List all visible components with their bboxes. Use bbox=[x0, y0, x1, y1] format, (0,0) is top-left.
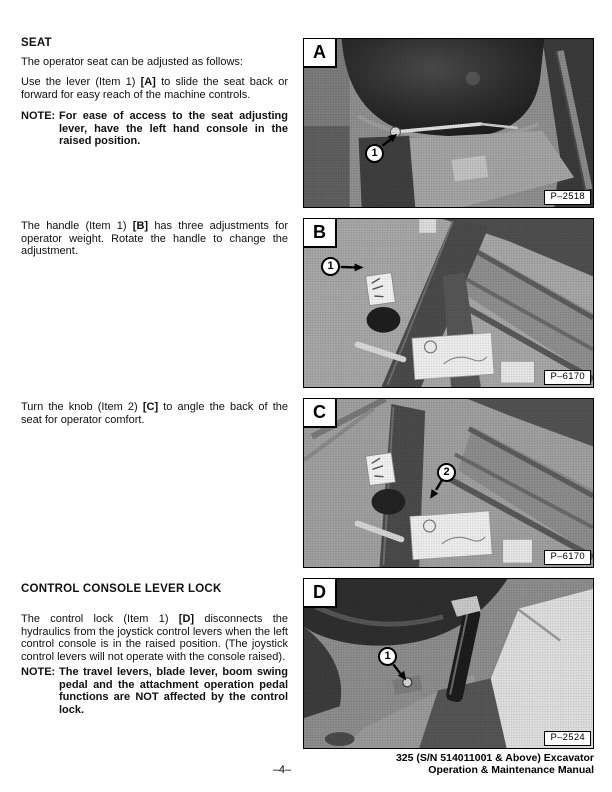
callout-2-marker bbox=[437, 463, 456, 482]
seat-lever-paragraph bbox=[21, 76, 288, 101]
seat-handle-text: The handle (Item 1) bbox=[21, 220, 133, 232]
callout-number: 1 bbox=[371, 147, 378, 159]
figure-label-A: A bbox=[304, 39, 337, 68]
note-label: NOTE: bbox=[21, 666, 56, 678]
note-label: NOTE: bbox=[21, 110, 56, 122]
console-lock-paragraph bbox=[21, 613, 288, 663]
callout-number: 1 bbox=[384, 650, 391, 662]
figure-ref-A: [A] bbox=[140, 76, 156, 88]
figure-B bbox=[303, 218, 594, 388]
seat-knob-text-cont: to angle the back of the seat for operator comfort. bbox=[21, 401, 288, 426]
photo-D-control-lock-lever bbox=[304, 579, 593, 748]
console-note bbox=[21, 666, 288, 716]
seat-intro-text: The operator seat can be adjusted as follows: bbox=[21, 56, 243, 68]
photo-id-C: P–6170 bbox=[544, 550, 591, 565]
figure-C bbox=[303, 398, 594, 568]
figure-A bbox=[303, 38, 594, 208]
figure-ref-D: [D] bbox=[178, 613, 195, 625]
photo-C-seat-back-knob bbox=[304, 399, 593, 567]
page-number: –4– bbox=[272, 764, 292, 776]
callout-number: 1 bbox=[327, 260, 334, 272]
footer-model-line: 325 (S/N 514011001 & Above) Excavator bbox=[395, 752, 594, 764]
section-heading-console-lock: CONTROL CONSOLE LEVER LOCK bbox=[21, 583, 222, 595]
photo-id-A: P–2518 bbox=[544, 190, 591, 205]
callout-1-marker bbox=[378, 647, 397, 666]
seat-lever-text-cont: to slide the seat back or forward for easy reach of the machine controls. bbox=[21, 76, 288, 101]
seat-knob-text: Turn the knob (Item 2) bbox=[21, 401, 143, 413]
callout-number: 2 bbox=[443, 466, 450, 478]
figure-ref-B: [B] bbox=[132, 220, 149, 232]
seat-handle-text-cont: has three adjustments for operator weight. Rotate the handle to change the adjustment. bbox=[21, 220, 288, 258]
photo-B-weight-adjust-handle bbox=[304, 219, 593, 387]
footer-title-line: Operation & Maintenance Manual bbox=[428, 763, 594, 776]
console-lock-text-cont: disconnects the hydraulics from the joystick control levers when the left control console is in the raised position. (The joystick control levers will not operate with the console raised). bbox=[21, 613, 289, 663]
figure-D bbox=[303, 578, 594, 749]
figure-label-C: C bbox=[304, 399, 337, 428]
callout-1-marker bbox=[365, 144, 384, 163]
manual-footer bbox=[274, 753, 594, 776]
seat-intro-paragraph bbox=[21, 56, 288, 69]
section-heading-seat: SEAT bbox=[21, 37, 52, 49]
seat-knob-paragraph bbox=[21, 401, 288, 426]
seat-note bbox=[21, 110, 288, 148]
callout-1-marker bbox=[321, 257, 340, 276]
figure-label-D: D bbox=[304, 579, 337, 608]
console-lock-text: The control lock (Item 1) bbox=[21, 613, 179, 625]
seat-lever-text: Use the lever (Item 1) bbox=[21, 76, 141, 88]
figure-ref-C: [C] bbox=[142, 401, 159, 413]
note-text: The travel levers, blade lever, boom swing pedal and the attachment operation pedal functions are NOT affected by the control lock. bbox=[59, 666, 288, 716]
photo-id-B: P–6170 bbox=[544, 370, 591, 385]
photo-A-seat-slide-lever bbox=[304, 39, 593, 207]
photo-id-D: P–2524 bbox=[544, 731, 591, 746]
note-text: For ease of access to the seat adjusting lever, have the left hand console in the raised position. bbox=[59, 110, 288, 148]
figure-label-B: B bbox=[304, 219, 337, 248]
seat-handle-paragraph bbox=[21, 220, 288, 258]
